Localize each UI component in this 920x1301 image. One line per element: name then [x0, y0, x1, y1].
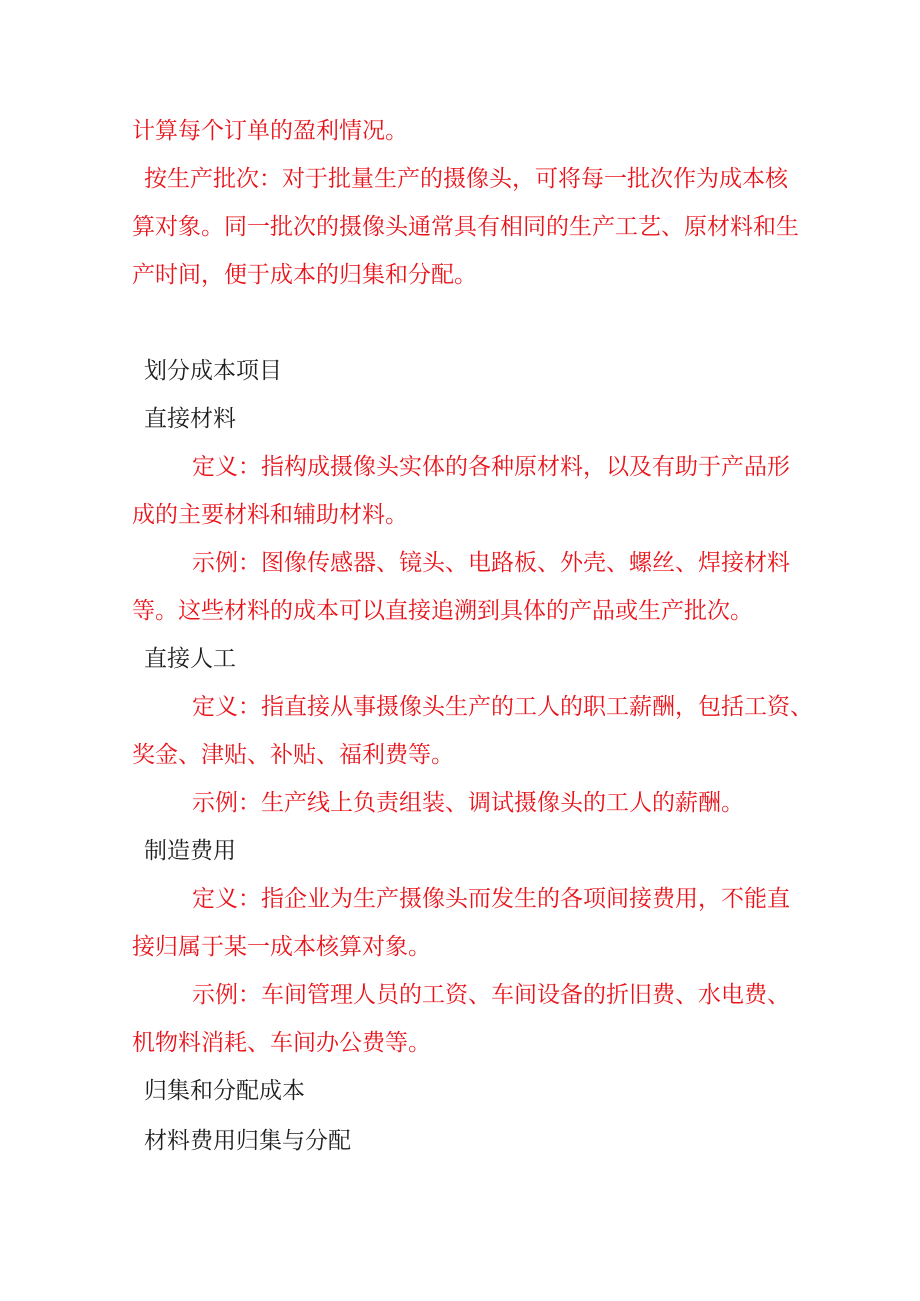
definition-line: 定义：指构成摄像头实体的各种原材料，以及有助于产品形: [192, 454, 790, 480]
subsection-heading: 直接人工: [144, 646, 236, 672]
definition-line: 接归属于某一成本核算对象。: [132, 934, 431, 960]
definition-line: 定义：指企业为生产摄像头而发生的各项间接费用，不能直: [192, 886, 790, 912]
section-heading: 划分成本项目: [144, 358, 282, 384]
example-line: 示例：车间管理人员的工资、车间设备的折旧费、水电费、: [192, 982, 790, 1008]
subsection-heading: 制造费用: [144, 838, 236, 864]
definition-line: 奖金、津贴、补贴、福利费等。: [132, 742, 454, 768]
example-line: 机物料消耗、车间办公费等。: [132, 1030, 431, 1056]
example-line: 示例：图像传感器、镜头、电路板、外壳、螺丝、焊接材料: [192, 550, 790, 576]
definition-line: 定义：指直接从事摄像头生产的工人的职工薪酬，包括工资、: [192, 694, 813, 720]
paragraph-line: 产时间，便于成本的归集和分配。: [132, 262, 477, 288]
section-heading: 归集和分配成本: [144, 1078, 305, 1104]
subsection-heading: 材料费用归集与分配: [144, 1128, 351, 1154]
paragraph-line: 按生产批次：对于批量生产的摄像头，可将每一批次作为成本核: [144, 166, 788, 192]
example-line: 示例：生产线上负责组装、调试摄像头的工人的薪酬。: [192, 790, 744, 816]
paragraph-line: 计算每个订单的盈利情况。: [132, 118, 408, 144]
paragraph-line: 算对象。同一批次的摄像头通常具有相同的生产工艺、原材料和生: [132, 214, 799, 240]
subsection-heading: 直接材料: [144, 406, 236, 432]
example-line: 等。这些材料的成本可以直接追溯到具体的产品或生产批次。: [132, 598, 753, 624]
definition-line: 成的主要材料和辅助材料。: [132, 502, 408, 528]
